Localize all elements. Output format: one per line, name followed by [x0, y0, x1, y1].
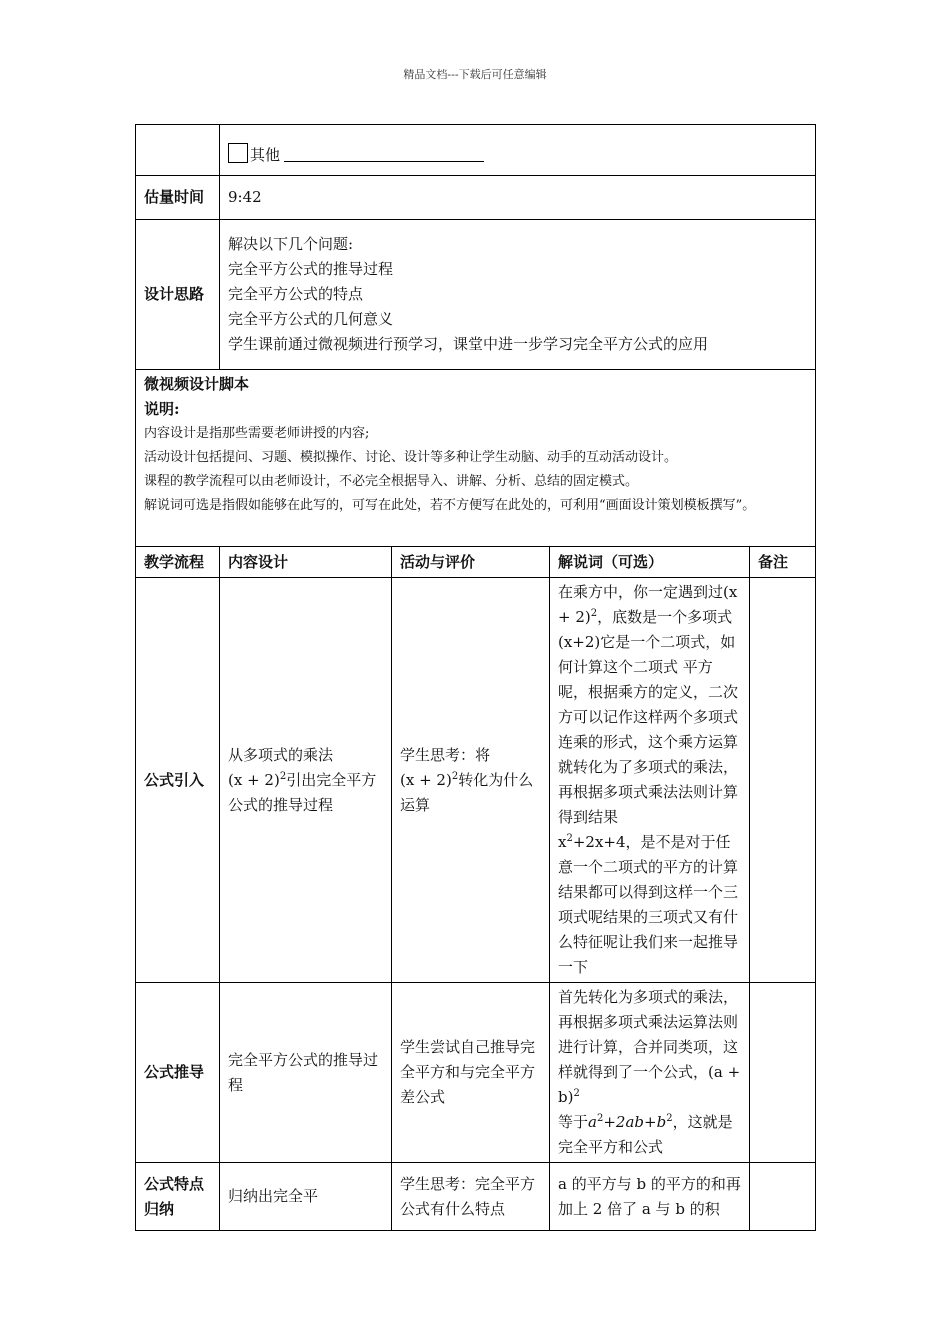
script-note: 内容设计是指那些需要老师讲授的内容; [144, 426, 370, 441]
time-value: 9:42 [220, 176, 816, 220]
script-section-row [136, 370, 816, 547]
narration-exponent: 2 [573, 1088, 580, 1099]
narration-text: 首先转化为多项式的乘法，再根据多项式乘法运算法则进行计算，合并同类项，这样就得到了一个公式， [558, 988, 739, 1081]
activity-cell: 学生尝试自己推导完全平方和与完全平方差公式 [392, 983, 550, 1163]
narration-text: 等于 [558, 1113, 589, 1131]
narration-variable: b [656, 1113, 667, 1131]
column-header-row [136, 547, 816, 578]
narration-text: +2x+4，是不是对于任意一个二项式的平方的计算结果都可以得到这样一个三项式呢结果的三项式又有什么特征呢让我们来一起推导一下 [558, 833, 739, 976]
design-line: 完全平方公式的特点 [228, 285, 364, 303]
content-cell: 完全平方公式的推导过程 [220, 983, 392, 1163]
table-row [136, 1163, 816, 1231]
narration-text: ，这就是完全平方和公式 [558, 1113, 733, 1156]
time-row [136, 176, 816, 220]
flow-cell: 公式引入 [136, 578, 220, 983]
other-option-cell [220, 125, 816, 176]
other-row-empty-cell [136, 125, 220, 176]
col-header-remark: 备注 [750, 547, 816, 578]
design-label: 设计思路 [136, 220, 220, 370]
narration-text: 在乘方中，你一定遇到过 [558, 583, 724, 601]
content-exponent: 2 [279, 770, 287, 782]
col-header-activity: 活动与评价 [392, 547, 550, 578]
table-row [136, 578, 816, 983]
script-note: 解说词可选是指假如能够在此写的，可写在此处，若不方便写在此处的，可利用“画面设计策划模板撰写”。 [144, 498, 756, 513]
flow-cell: 公式特点归纳 [136, 1163, 220, 1231]
design-line: 完全平方公式的几何意义 [228, 310, 394, 328]
design-line: 学生课前通过微视频进行预学习，课堂中进一步学习完全平方公式的应用 [228, 335, 709, 353]
design-line: 完全平方公式的推导过程 [228, 260, 394, 278]
remark-cell [750, 983, 816, 1163]
other-blank-line [284, 147, 484, 162]
narration-expression: (a + b) [558, 1063, 741, 1106]
narration-exponent: 2 [596, 1113, 604, 1124]
content-cell: 归纳出完全平 [220, 1163, 392, 1231]
activity-exponent: 2 [451, 770, 459, 782]
page-header: 精品文档---下载后可任意编辑 [403, 68, 547, 81]
content-expression: (x + 2) [228, 770, 280, 789]
activity-cell: 学生思考：完全平方公式有什么特点 [392, 1163, 550, 1231]
flow-cell: 公式推导 [136, 983, 220, 1163]
narration-cell: a 的平方与 b 的平方的和再加上 2 倍了 a 与 b 的积 [550, 1163, 750, 1231]
other-row [136, 125, 816, 176]
time-label: 估量时间 [136, 176, 220, 220]
content-text: 从多项式的乘法 [228, 745, 334, 764]
narration-term: +2ab+ [603, 1113, 657, 1131]
narration-exponent: 2 [590, 608, 598, 619]
design-row [136, 220, 816, 370]
script-title: 微视频设计脚本 [144, 375, 250, 393]
remark-cell [750, 1163, 816, 1231]
table-row [136, 983, 816, 1163]
lesson-plan-table [135, 124, 816, 1231]
script-note: 活动设计包括提问、习题、模拟操作、讨论、设计等多种让学生动脑、动手的互动活动设计。 [144, 450, 678, 465]
activity-text: 学生思考：将 [400, 745, 491, 764]
activity-text: 转化为什么运算 [400, 770, 534, 814]
content-cell [220, 578, 392, 983]
narration-variable: a [588, 1113, 597, 1131]
script-note-label: 说明: [144, 400, 180, 418]
activity-expression: (x + 2) [400, 770, 452, 789]
narration-cell [550, 578, 750, 983]
content-text: 引出完全平方公式的推导过程 [228, 770, 377, 814]
remark-cell [750, 578, 816, 983]
narration-expression: (x + 2) [558, 583, 738, 626]
other-checkbox[interactable] [228, 143, 248, 163]
activity-cell [392, 578, 550, 983]
col-header-content: 内容设计 [220, 547, 392, 578]
narration-cell [550, 983, 750, 1163]
narration-exponent: 2 [566, 833, 573, 844]
other-label: 其他 [250, 145, 281, 164]
script-note: 课程的教学流程可以由老师设计，不必完全根据导入、讲解、分析、总结的固定模式。 [144, 474, 639, 489]
narration-text: ，底数是一个多项式(x+2)它是一个二项式，如何计算这个二项式 平方呢，根据乘方的定义，二次方可以记作这样两个多项式连乘的形式，这个乘方运算就转化为了多项式的乘法，再根据多项式乘法法则计算得到结果 [558, 608, 739, 826]
script-section-cell [136, 370, 816, 547]
narration-variable: x [558, 833, 567, 851]
col-header-flow: 教学流程 [136, 547, 220, 578]
design-content [220, 220, 816, 370]
col-header-narration: 解说词（可选） [550, 547, 750, 578]
narration-exponent: 2 [666, 1113, 673, 1124]
design-line: 解决以下几个问题: [228, 235, 354, 253]
